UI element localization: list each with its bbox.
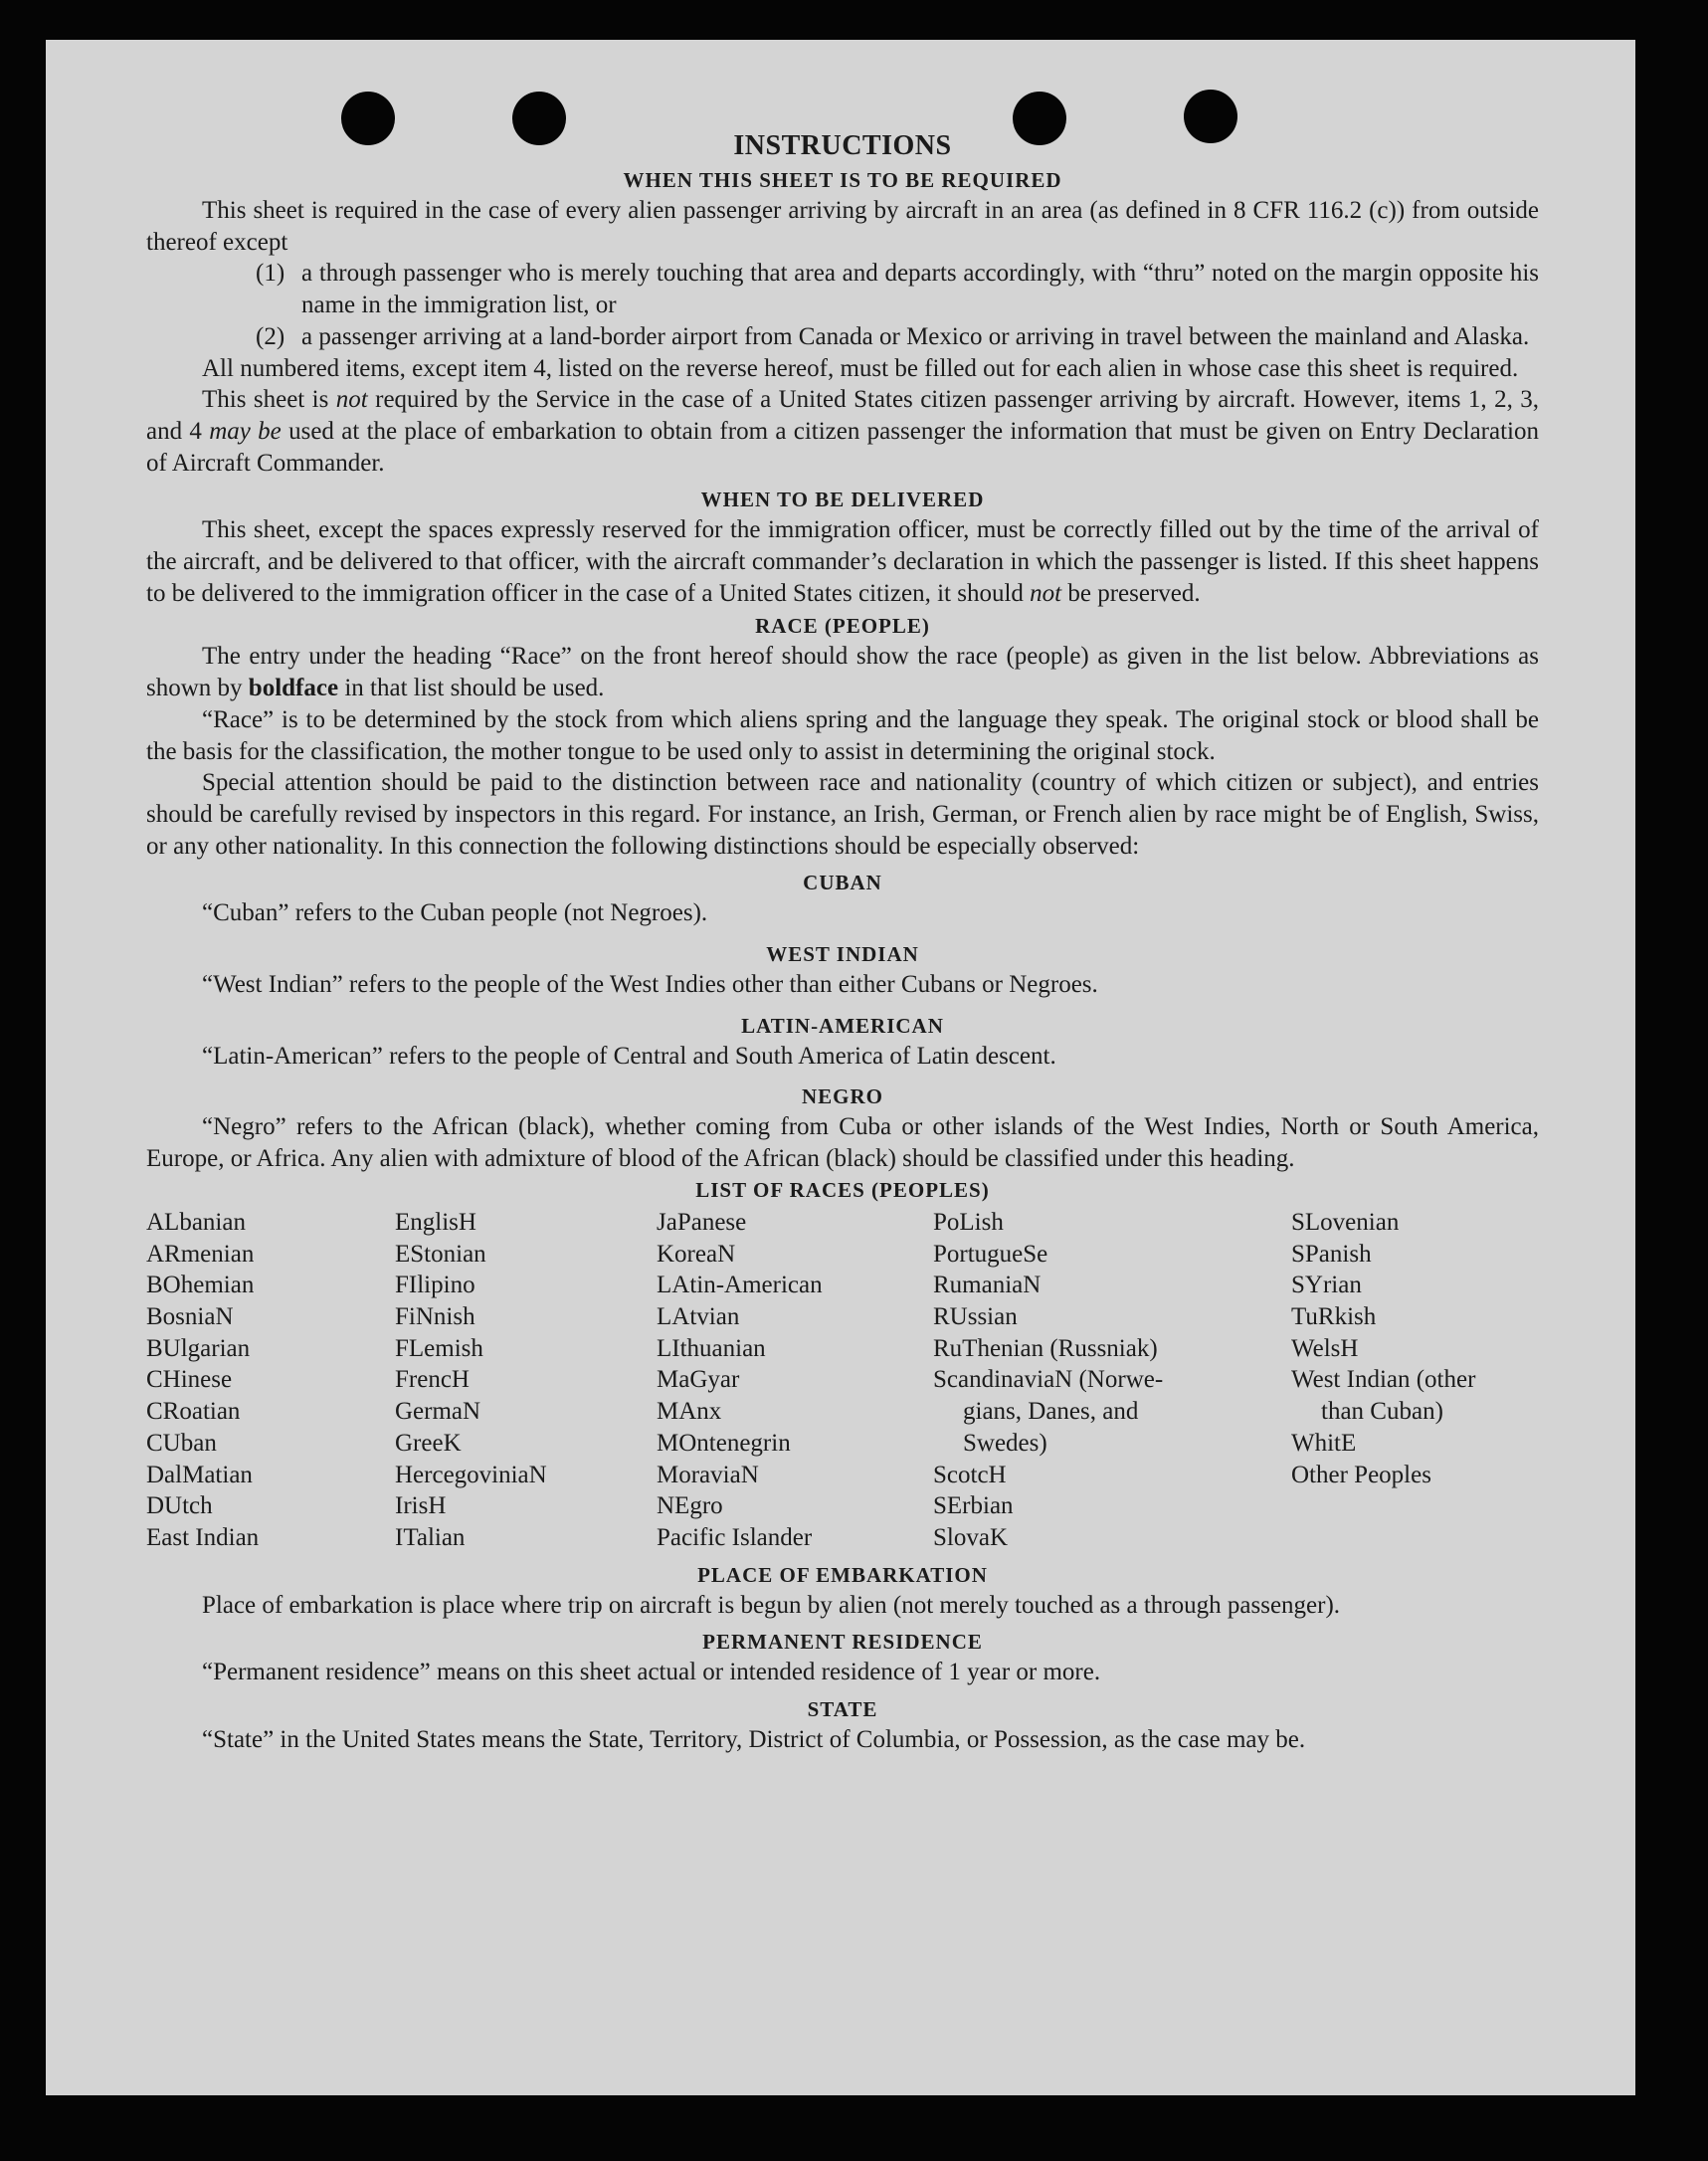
section-heading-delivered: WHEN TO BE DELIVERED xyxy=(700,488,985,512)
race-entry: MoraviaN xyxy=(657,1461,759,1488)
race-entry: RumaniaN xyxy=(933,1272,1042,1299)
section-heading-cuban: CUBAN xyxy=(803,871,882,895)
race-entry: ScotcH xyxy=(933,1461,1007,1488)
section-heading-required: WHEN THIS SHEET IS TO BE REQUIRED xyxy=(623,168,1062,192)
race-entry: HercegoviniaN xyxy=(395,1461,547,1488)
section-heading-negro: NEGRO xyxy=(801,1084,883,1109)
paragraph: This sheet is not required by the Service in the case of a United States citizen passenger arriving by aircraft. However, items 1, 2, 3, and 4 may be used at the place of embarkation to obtain from a citizen passenger the information that must be given on Entry Declaration of Aircraft Commander. xyxy=(146,386,1539,477)
race-entry: DalMatian xyxy=(146,1461,253,1488)
paragraph: The entry under the heading “Race” on the front hereof should show the race (people) as given in the list below. Abbreviations as shown by boldface in that list should be used. xyxy=(146,643,1539,702)
race-entry: RUssian xyxy=(933,1302,1018,1330)
paragraph: Place of embarkation is place where trip on aircraft is begun by alien (not merely touched as a through passenger). xyxy=(202,1591,1341,1619)
races-table xyxy=(146,1207,1539,1554)
race-entry: EStonian xyxy=(395,1240,486,1268)
race-entry: FLemish xyxy=(395,1334,483,1362)
race-entry: Other Peoples xyxy=(1291,1461,1431,1488)
race-entry: SErbian xyxy=(933,1492,1014,1520)
races-column-1 xyxy=(146,1207,395,1554)
race-entry: CRoatian xyxy=(146,1398,241,1426)
race-entry: BOhemian xyxy=(146,1272,255,1299)
race-entry: ALbanian xyxy=(146,1208,246,1236)
race-entry: SYrian xyxy=(1291,1272,1362,1299)
paragraph: This sheet is required in the case of every alien passenger arriving by aircraft in an area (as defined in 8 CFR 116.2 (c)) from outside thereof except xyxy=(146,197,1539,256)
race-entry: CUban xyxy=(146,1429,217,1457)
race-entry: MOntenegrin xyxy=(657,1429,791,1457)
paragraph: “Cuban” refers to the Cuban people (not Negroes). xyxy=(202,899,708,927)
race-entry: GermaN xyxy=(395,1398,481,1426)
race-entry: MaGyar xyxy=(657,1366,740,1394)
paragraph: Special attention should be paid to the distinction between race and nationality (country of which citizen or subject), and entries should be carefully revised by inspectors in this regard. For instance, an Irish, German, or French alien by race might be of English, Swiss, or any other nationality. In this connection the following distinctions should be especially observed: xyxy=(146,769,1539,860)
section-heading-race: RACE (PEOPLE) xyxy=(755,614,930,639)
section-heading-west-indian: WEST INDIAN xyxy=(766,942,919,967)
section-heading-residence: PERMANENT RESIDENCE xyxy=(702,1630,983,1655)
instructions-body xyxy=(146,127,1539,1756)
race-entry: PortugueSe xyxy=(933,1240,1048,1268)
paragraph: “West Indian” refers to the people of the West Indies other than either Cubans or Negroes. xyxy=(202,971,1098,999)
item-text: a through passenger who is merely touching that area and departs accordingly, with “thru” noted on the margin opposite his name in the immigration list, or xyxy=(301,260,1539,319)
race-entry: TuRkish xyxy=(1291,1302,1377,1330)
race-entry: GreeK xyxy=(395,1429,462,1457)
race-entry: ARmenian xyxy=(146,1240,255,1268)
race-entry: LIthuanian xyxy=(657,1334,766,1362)
race-entry: NEgro xyxy=(657,1492,723,1520)
paragraph: “Latin-American” refers to the people of Central and South America of Latin descent. xyxy=(202,1042,1056,1070)
document-sheet xyxy=(46,40,1635,2095)
race-entry: SPanish xyxy=(1291,1240,1372,1268)
race-entry: PoLish xyxy=(933,1208,1004,1236)
race-entry: IrisH xyxy=(395,1492,447,1520)
race-entry: CHinese xyxy=(146,1366,233,1394)
race-entry: FrencH xyxy=(395,1366,470,1394)
list-item xyxy=(256,321,1539,353)
races-column-4 xyxy=(933,1207,1291,1554)
races-column-3 xyxy=(657,1207,933,1554)
race-entry: FIlipino xyxy=(395,1272,475,1299)
races-column-2 xyxy=(395,1207,657,1554)
section-heading-embarkation: PLACE OF EMBARKATION xyxy=(697,1562,988,1587)
page-title: INSTRUCTIONS xyxy=(733,130,952,161)
item-number: (2) xyxy=(256,322,285,350)
race-entry: MAnx xyxy=(657,1398,722,1426)
paragraph: “Negro” refers to the African (black), whether coming from Cuba or other islands of the West Indies, North or South America, Europe, or Africa. Any alien with admixture of blood of the African (black) should be classified under this heading. xyxy=(146,1113,1539,1173)
race-entry: Swedes) xyxy=(963,1429,1047,1457)
paragraph: This sheet, except the spaces expressly reserved for the immigration officer, must be correctly filled out by the time of the arrival of the aircraft, and be delivered to that officer, with the aircraft commander’s declaration in which the passenger is listed. If this sheet happens to be delivered to the immigration officer in the case of a United States citizen, it should not be preserved. xyxy=(146,516,1539,607)
paragraph: “Permanent residence” means on this sheet actual or intended residence of 1 year or more. xyxy=(202,1659,1101,1686)
paragraph: “State” in the United States means the State, Territory, District of Columbia, or Possession, as the case may be. xyxy=(202,1726,1306,1754)
races-column-5 xyxy=(1291,1207,1539,1554)
race-entry: BUlgarian xyxy=(146,1334,251,1362)
section-heading-latin-american: LATIN-AMERICAN xyxy=(741,1013,944,1038)
race-entry: BosniaN xyxy=(146,1302,234,1330)
race-entry: RuThenian (Russniak) xyxy=(933,1334,1158,1362)
race-entry: WelsH xyxy=(1291,1334,1359,1362)
race-entry: WhitE xyxy=(1291,1429,1357,1457)
race-entry: LAtvian xyxy=(657,1302,740,1330)
race-entry: LAtin-American xyxy=(657,1272,823,1299)
section-heading-state: STATE xyxy=(807,1697,878,1722)
item-text: a passenger arriving at a land-border airport from Canada or Mexico or arriving in travel between the mainland and Alaska. xyxy=(301,322,1530,350)
paragraph: All numbered items, except item 4, listed on the reverse hereof, must be filled out for each alien in whose case this sheet is required. xyxy=(202,354,1519,382)
race-entry: EnglisH xyxy=(395,1208,476,1236)
item-number: (1) xyxy=(256,260,285,288)
race-entry: FiNnish xyxy=(395,1302,475,1330)
race-entry: ScandinaviaN (Norwe- xyxy=(933,1366,1164,1394)
paragraph: “Race” is to be determined by the stock from which aliens spring and the language they speak. The original stock or blood shall be the basis for the classification, the mother tongue to be used only to assist in determining the original stock. xyxy=(146,705,1539,765)
section-heading-races-list: LIST OF RACES (PEOPLES) xyxy=(695,1177,990,1202)
race-entry: than Cuban) xyxy=(1321,1398,1443,1426)
list-item xyxy=(256,258,1539,320)
race-entry: East Indian xyxy=(146,1523,260,1551)
race-entry: SLovenian xyxy=(1291,1208,1400,1236)
race-entry: Pacific Islander xyxy=(657,1523,813,1551)
race-entry: KoreaN xyxy=(657,1240,736,1268)
race-entry: JaPanese xyxy=(657,1208,747,1236)
race-entry: West Indian (other xyxy=(1291,1366,1476,1394)
race-entry: DUtch xyxy=(146,1492,213,1520)
race-entry: SlovaK xyxy=(933,1523,1008,1551)
race-entry: gians, Danes, and xyxy=(963,1398,1139,1426)
race-entry: ITalian xyxy=(395,1523,466,1551)
